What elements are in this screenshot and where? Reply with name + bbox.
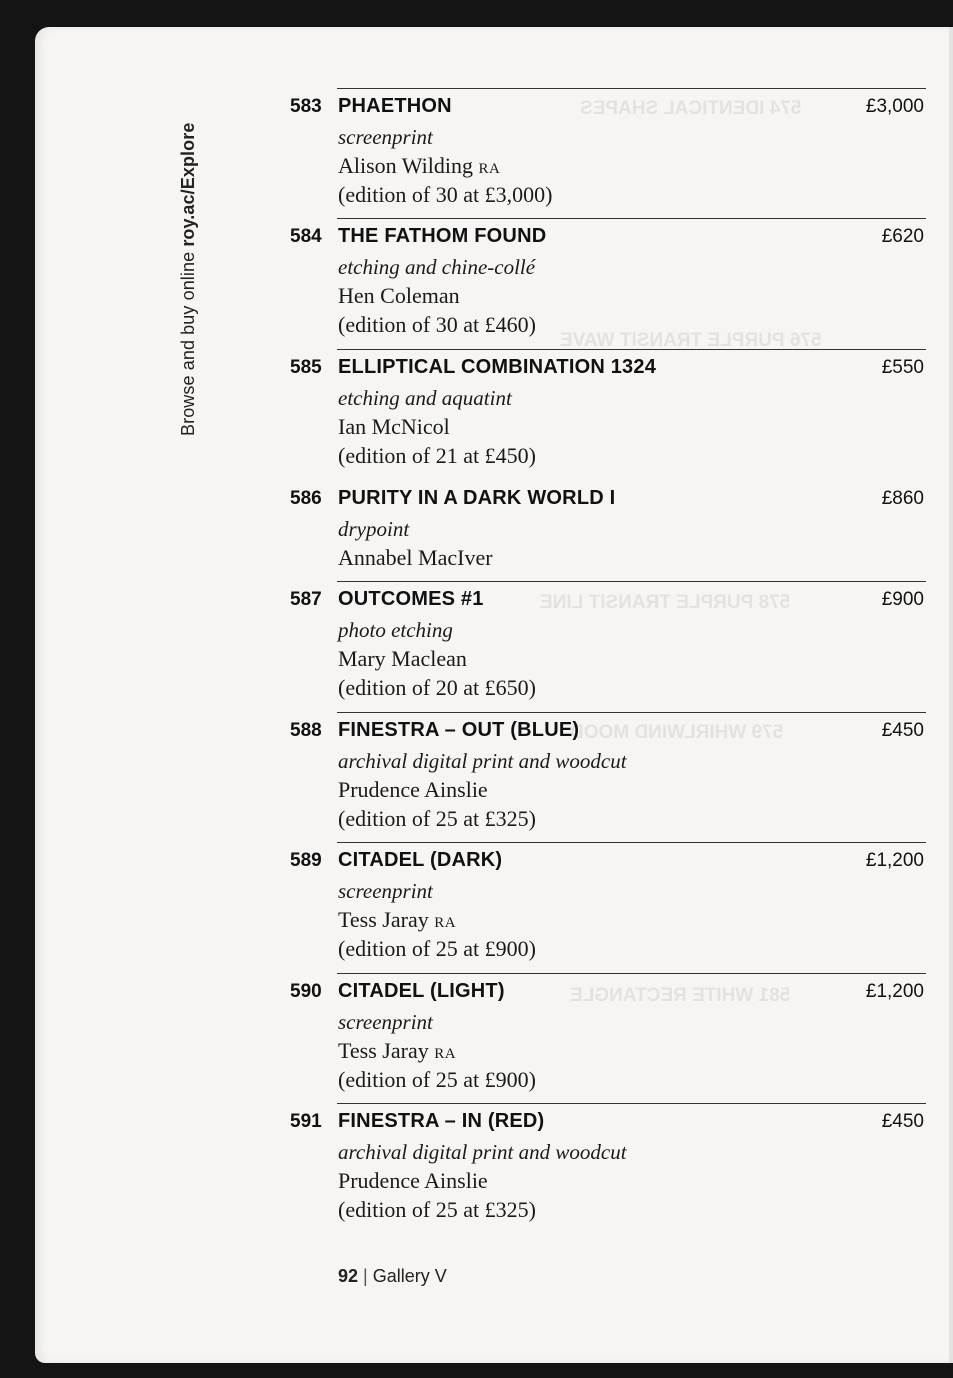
- entry-title: FINESTRA – IN (RED): [338, 1110, 545, 1132]
- browse-online-banner: [178, 76, 199, 436]
- entry-price: £550: [881, 357, 924, 378]
- entry-number: 590: [290, 981, 322, 1002]
- entry-artist: [338, 646, 467, 672]
- entry-artist: [338, 777, 488, 803]
- entry-artist: [338, 414, 450, 440]
- entry-artist: [338, 283, 460, 309]
- entry-number: 584: [290, 226, 322, 247]
- entry-divider: [337, 218, 926, 219]
- entry-title: CITADEL (DARK): [338, 849, 503, 871]
- entry-artist: [338, 153, 500, 179]
- page-footer: [338, 1266, 447, 1287]
- artist-name: Hen Coleman: [338, 283, 460, 308]
- entry-artist: [338, 1038, 456, 1064]
- entry-title: PHAETHON: [338, 95, 452, 117]
- entry-edition: (edition of 25 at £325): [338, 806, 536, 831]
- entry-edition: (edition of 30 at £3,000): [338, 182, 553, 207]
- entry-title: CITADEL (LIGHT): [338, 980, 505, 1002]
- entry-number: 585: [290, 357, 322, 378]
- entry-divider: [337, 349, 926, 350]
- entry-divider: [337, 712, 926, 713]
- artist-name: Annabel MacIver: [338, 545, 493, 570]
- page-number: 92: [338, 1266, 359, 1286]
- artist-name: Tess Jaray: [338, 1038, 429, 1063]
- ra-suffix: RA: [478, 161, 501, 177]
- entry-price: £1,200: [865, 981, 924, 1002]
- entry-medium: drypoint: [338, 517, 410, 541]
- ra-suffix: RA: [434, 915, 457, 931]
- entry-medium: photo etching: [338, 618, 453, 642]
- entry-edition: (edition of 20 at £650): [338, 675, 536, 700]
- browse-text: Browse and buy online: [178, 246, 198, 436]
- show-through-text: 579 WHIRLWIND MOOD: [570, 722, 784, 743]
- entry-artist: [338, 545, 493, 571]
- entry-price: £620: [881, 226, 924, 247]
- entry-medium: archival digital print and woodcut: [338, 749, 627, 773]
- gallery-section: Gallery V: [372, 1266, 447, 1286]
- entry-medium: etching and chine-collé: [338, 255, 536, 279]
- entry-divider: [337, 973, 926, 974]
- artist-name: Prudence Ainslie: [338, 1168, 488, 1193]
- entry-divider: [337, 1103, 926, 1104]
- entry-price: £860: [881, 488, 924, 509]
- entry-edition: (edition of 25 at £900): [338, 936, 536, 961]
- entry-edition: (edition of 30 at £460): [338, 312, 536, 337]
- entry-price: £900: [881, 589, 924, 610]
- show-through-text: 574 IDENTICAL SHAPES: [580, 98, 802, 119]
- entry-title: OUTCOMES #1: [338, 588, 484, 610]
- entry-divider: [337, 842, 926, 843]
- entry-title: FINESTRA – OUT (BLUE): [338, 719, 580, 741]
- entry-divider: [337, 581, 926, 582]
- entry-medium: archival digital print and woodcut: [338, 1140, 627, 1164]
- entry-title: THE FATHOM FOUND: [338, 225, 547, 247]
- entry-number: 587: [290, 589, 322, 610]
- entry-number: 586: [290, 488, 322, 509]
- entry-medium: screenprint: [338, 1010, 433, 1034]
- page-edge: [949, 27, 953, 1363]
- artist-name: Tess Jaray: [338, 907, 429, 932]
- artist-name: Mary Maclean: [338, 646, 467, 671]
- entry-medium: screenprint: [338, 125, 433, 149]
- entry-number: 583: [290, 96, 322, 117]
- artist-name: Ian McNicol: [338, 414, 450, 439]
- footer-separator: |: [358, 1266, 373, 1286]
- entry-title: ELLIPTICAL COMBINATION 1324: [338, 356, 657, 378]
- entry-number: 588: [290, 720, 322, 741]
- artist-name: Alison Wilding: [338, 153, 473, 178]
- entry-artist: [338, 907, 456, 933]
- entry-price: £450: [881, 1111, 924, 1132]
- explore-url[interactable]: roy.ac/Explore: [178, 122, 198, 247]
- show-through-text: 576 PURPLE TRANSIT WAVE: [560, 330, 822, 351]
- entry-number: 589: [290, 850, 322, 871]
- entry-edition: (edition of 25 at £325): [338, 1197, 536, 1222]
- entry-price: £1,200: [865, 850, 924, 871]
- entry-number: 591: [290, 1111, 322, 1132]
- entry-divider: [337, 88, 926, 89]
- entry-edition: (edition of 21 at £450): [338, 443, 536, 468]
- entry-artist: [338, 1168, 488, 1194]
- entry-edition: (edition of 25 at £900): [338, 1067, 536, 1092]
- entry-medium: screenprint: [338, 879, 433, 903]
- entry-title: PURITY IN A DARK WORLD I: [338, 487, 616, 509]
- entry-price: £3,000: [865, 96, 924, 117]
- show-through-text: 581 WHITE RECTANGLE: [570, 985, 791, 1006]
- entry-medium: etching and aquatint: [338, 386, 512, 410]
- show-through-text: 578 PURPLE TRANSIT LINE: [540, 592, 791, 613]
- entry-price: £450: [881, 720, 924, 741]
- ra-suffix: RA: [434, 1046, 457, 1062]
- artist-name: Prudence Ainslie: [338, 777, 488, 802]
